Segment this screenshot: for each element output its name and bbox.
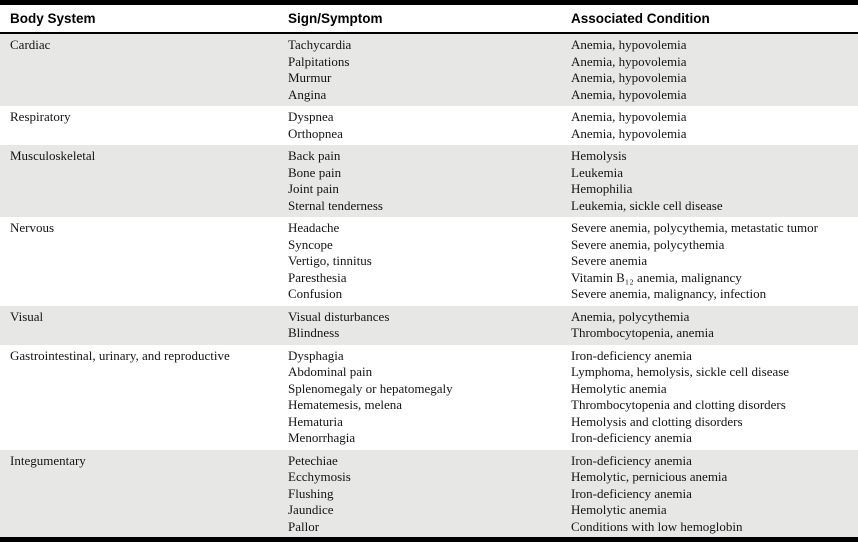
sign-symptom-value: Jaundice: [288, 502, 334, 517]
associated-condition-value: Iron-deficiency anemia: [571, 430, 692, 445]
associated-condition-cell: [571, 220, 858, 303]
body-system-cell: [0, 453, 288, 536]
column-header-sign-symptom: Sign/Symptom: [288, 11, 383, 26]
column-header-body-system: Body System: [10, 11, 96, 26]
sign-symptom-value: Blindness: [288, 325, 340, 340]
associated-condition-value: Thrombocytopenia, anemia: [571, 325, 714, 340]
sign-symptom-value: Visual disturbances: [288, 308, 390, 324]
table-section: [0, 345, 858, 450]
associated-condition-value: Thrombocytopenia and clotting disorders: [571, 397, 786, 412]
sign-symptom-value: Tachycardia: [288, 37, 352, 52]
associated-condition-value: Severe anemia: [571, 253, 648, 268]
table-section: [0, 450, 858, 539]
sign-symptom-value: Splenomegaly or hepatomegaly: [288, 380, 453, 396]
body-system-label: Cardiac: [10, 37, 51, 52]
sign-symptom-value: Murmur: [288, 70, 332, 85]
body-system-label: Nervous: [10, 220, 55, 235]
sign-symptom-cell: [288, 220, 571, 303]
sign-symptom-value: Headache: [288, 220, 340, 235]
table-section: [0, 145, 858, 217]
sign-symptom-value: Hematemesis, melena: [288, 397, 403, 412]
body-system-label: Respiratory: [10, 109, 71, 124]
sign-symptom-cell: [288, 348, 571, 447]
associated-condition-value: Iron-deficiency anemia: [571, 485, 692, 501]
body-system-cell: [0, 309, 288, 342]
table-section: [0, 306, 858, 345]
body-system-cell: [0, 148, 288, 214]
associated-condition-value: Leukemia, sickle cell disease: [571, 197, 723, 213]
table-section: [0, 106, 858, 145]
associated-condition-value: Anemia, hypovolemia: [571, 125, 687, 141]
associated-condition-value: Hemolytic, pernicious anemia: [571, 469, 728, 484]
associated-condition-value: Anemia, hypovolemia: [571, 70, 687, 85]
sign-symptom-cell: [288, 37, 571, 103]
associated-condition-cell: [571, 37, 858, 103]
associated-condition-value: Anemia, hypovolemia: [571, 86, 687, 102]
associated-condition-value: Anemia, hypovolemia: [571, 53, 687, 69]
associated-condition-value: Anemia, hypovolemia: [571, 109, 687, 124]
table-body: [0, 34, 858, 538]
sign-symptom-value: Petechiae: [288, 452, 338, 468]
sign-symptom-value: Menorrhagia: [288, 430, 356, 445]
associated-condition-cell: [571, 348, 858, 447]
bottom-rule: [0, 537, 858, 542]
associated-condition-value: Iron-deficiency anemia: [571, 347, 692, 363]
associated-condition-value: Severe anemia, malignancy, infection: [571, 286, 767, 301]
sign-symptom-value: Confusion: [288, 286, 343, 301]
associated-condition-value: Anemia, polycythemia: [571, 308, 690, 324]
sign-symptom-value: Flushing: [288, 485, 334, 501]
associated-condition-value: Hemophilia: [571, 181, 633, 196]
sign-symptom-cell: [288, 309, 571, 342]
column-header-associated-condition: Associated Condition: [571, 11, 710, 26]
sign-symptom-value: Angina: [288, 86, 327, 102]
associated-condition-value: Lymphoma, hemolysis, sickle cell disease: [571, 364, 790, 379]
associated-condition-value: Leukemia: [571, 164, 623, 180]
associated-condition-value: Severe anemia, polycythemia, metastatic tumor: [571, 220, 818, 235]
sign-symptom-value: Paresthesia: [288, 269, 347, 285]
associated-condition-value: Conditions with low hemoglobin: [571, 518, 743, 534]
associated-condition-value: Severe anemia, polycythemia: [571, 236, 725, 252]
sign-symptom-value: Joint pain: [288, 181, 339, 196]
table-section: [0, 217, 858, 306]
associated-condition-value: Hemolytic anemia: [571, 380, 667, 396]
table-header-row: [0, 5, 858, 34]
sign-symptom-cell: [288, 109, 571, 142]
associated-condition-cell: [571, 309, 858, 342]
sign-symptom-value: Bone pain: [288, 164, 342, 180]
body-system-cell: [0, 109, 288, 142]
sign-symptom-value: Palpitations: [288, 53, 350, 69]
associated-condition-value: Hemolysis: [571, 148, 627, 163]
sign-symptom-value: Ecchymosis: [288, 469, 351, 484]
body-system-label: Gastrointestinal, urinary, and reproductive: [10, 347, 230, 363]
table-section: [0, 34, 858, 106]
sign-symptom-value: Syncope: [288, 236, 333, 252]
body-system-label: Integumentary: [10, 452, 86, 468]
sign-symptom-value: Orthopnea: [288, 125, 343, 141]
sign-symptom-value: Abdominal pain: [288, 364, 373, 379]
associated-condition-value: Iron-deficiency anemia: [571, 452, 692, 468]
associated-condition-cell: [571, 453, 858, 536]
sign-symptom-value: Hematuria: [288, 413, 343, 429]
sign-symptom-value: Dysphagia: [288, 347, 344, 363]
sign-symptom-value: Sternal tenderness: [288, 197, 383, 213]
body-system-label: Musculoskeletal: [10, 148, 96, 163]
sign-symptom-value: Back pain: [288, 148, 341, 163]
associated-condition-value: Hemolysis and clotting disorders: [571, 413, 743, 429]
associated-condition-cell: [571, 109, 858, 142]
sign-symptom-value: Dyspnea: [288, 109, 334, 124]
body-system-cell: [0, 348, 288, 447]
sign-symptom-cell: [288, 148, 571, 214]
sign-symptom-cell: [288, 453, 571, 536]
associated-condition-value: Anemia, hypovolemia: [571, 37, 687, 52]
sign-symptom-value: Vertigo, tinnitus: [288, 253, 372, 268]
body-system-cell: [0, 220, 288, 303]
associated-condition-value: Vitamin B₁₂ anemia, malignancy: [571, 269, 742, 285]
body-system-cell: [0, 37, 288, 103]
associated-condition-value: Hemolytic anemia: [571, 502, 667, 517]
body-system-label: Visual: [10, 308, 44, 324]
sign-symptom-value: Pallor: [288, 518, 320, 534]
associated-condition-cell: [571, 148, 858, 214]
